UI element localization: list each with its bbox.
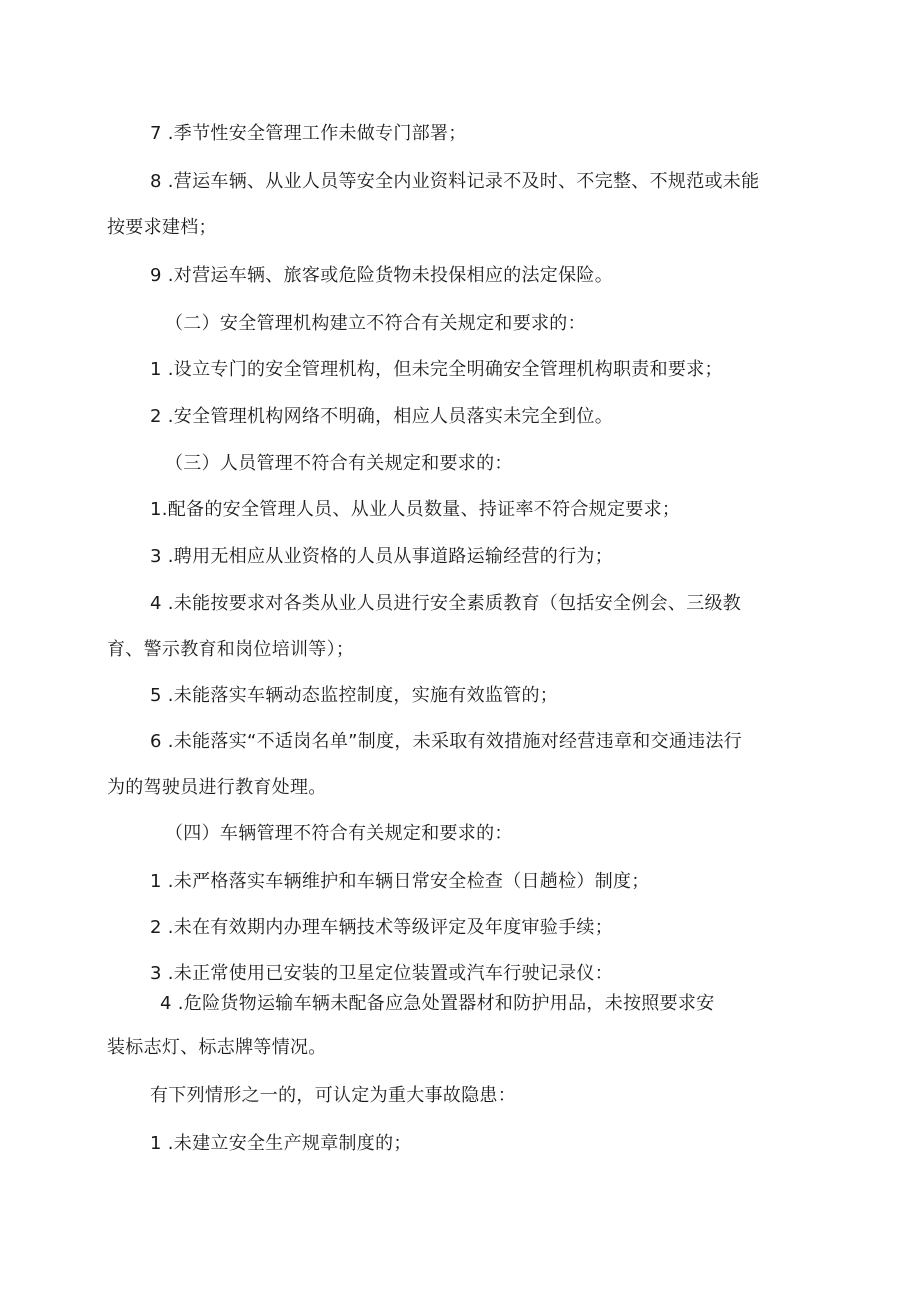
section-3-item-1: 1.配备的安全管理人员、从业人员数量、持证率不符合规定要求； [150,499,681,520]
section-2-item-2: 2 .安全管理机构网络不明确，相应人员落实未完全到位。 [150,406,613,427]
section-3-item-5: 5 .未能落实车辆动态监控制度，实施有效监管的； [150,685,559,706]
section-4-item-4-line1: 4 .危险货物运输车辆未配备应急处置器材和防护用品，未按照要求安 [160,993,715,1014]
section-3-item-4-line1: 4 .未能按要求对各类从业人员进行安全素质教育（包括安全例会、三级教 [150,593,742,614]
item-7-seasonal-safety: 7 .季节性安全管理工作未做专门部署； [150,123,467,144]
item-8-records-line2: 按要求建档； [107,217,217,238]
section-4-item-1: 1 .未严格落实车辆维护和车辆日常安全检查（日趟检）制度； [150,871,650,892]
major-hazard-heading: 有下列情形之一的，可认定为重大事故隐患： [150,1085,516,1106]
section-3-item-3: 3 .聘用无相应从业资格的人员从事道路运输经营的行为； [150,546,613,567]
section-3-item-4-line2: 育、警示教育和岗位培训等）； [107,639,355,660]
section-4-heading: （四）车辆管理不符合有关规定和要求的： [165,823,513,844]
section-4-item-3: 3 .未正常使用已安装的卫星定位装置或汽车行驶记录仪： [150,963,613,984]
section-3-item-6-line1: 6 .未能落实“不适岗名单”制度，未采取有效措施对经营违章和交通违法行 [150,731,743,752]
section-4-item-4-line2: 装标志灯、标志牌等情况。 [107,1037,327,1058]
section-2-item-1: 1 .设立专门的安全管理机构，但未完全明确安全管理机构职责和要求； [150,359,723,380]
item-8-records-line1: 8 .营运车辆、从业人员等安全内业资料记录不及时、不完整、不规范或未能 [150,171,760,192]
item-9-insurance: 9 .对营运车辆、旅客或危险货物未投保相应的法定保险。 [150,265,613,286]
section-2-heading: （二）安全管理机构建立不符合有关规定和要求的： [165,313,586,334]
section-4-item-2: 2 .未在有效期内办理车辆技术等级评定及年度审验手续； [150,917,613,938]
section-3-item-6-line2: 为的驾驶员进行教育处理。 [107,777,327,798]
major-hazard-item-1: 1 .未建立安全生产规章制度的； [150,1133,412,1154]
section-3-heading: （三）人员管理不符合有关规定和要求的： [165,453,513,474]
